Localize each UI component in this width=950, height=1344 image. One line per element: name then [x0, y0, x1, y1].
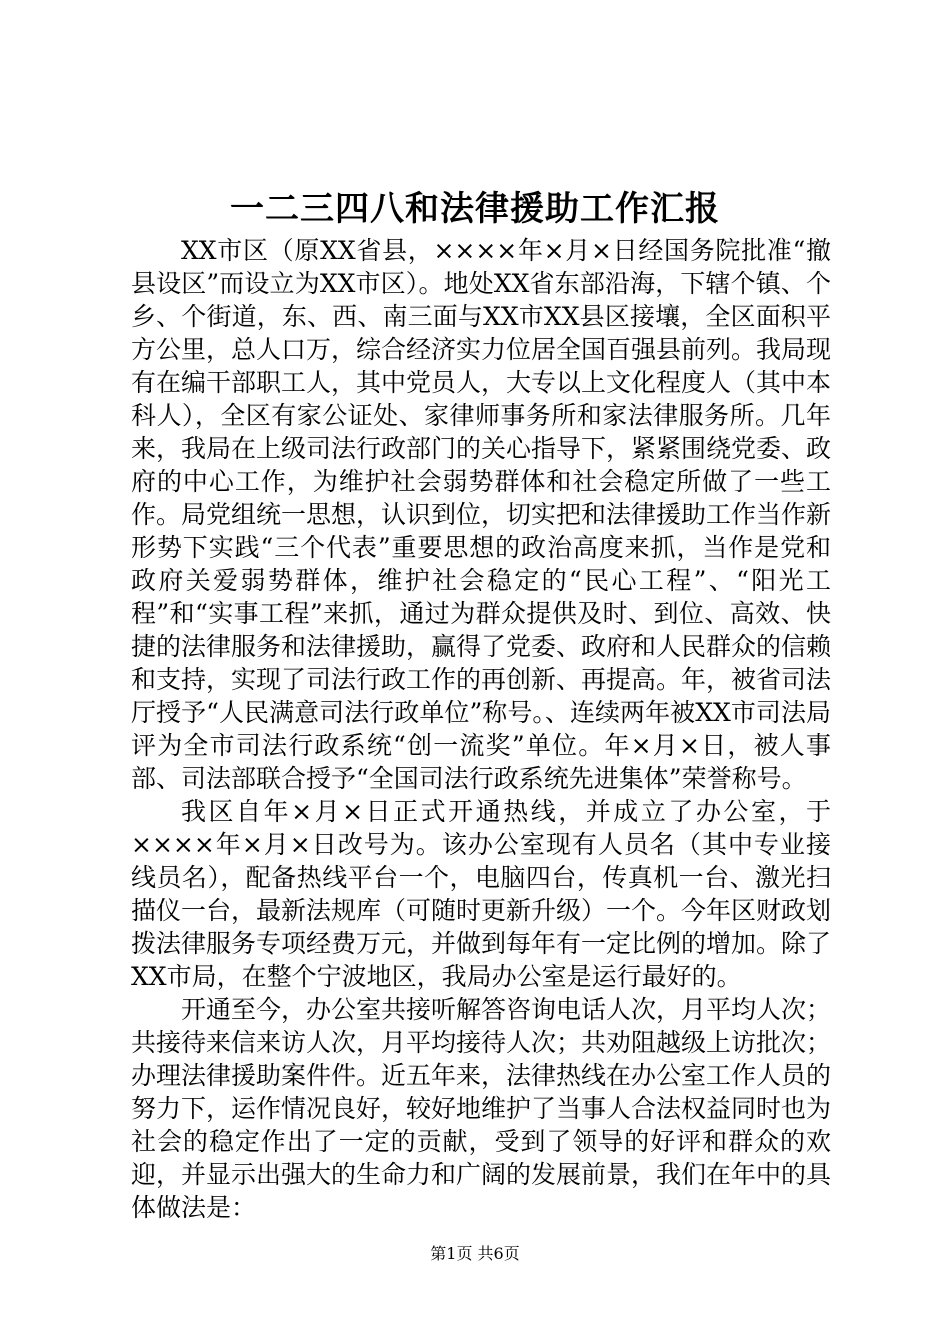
paragraph-1: XX市区（原XX省县，××××年×月×日经国务院批准“撤县设区”而设立为XX市区）。地处XX省东部沿海，下辖个镇、个乡、个街道，东、西、南三面与XX市XX县区接壤，全区面积平方公里，总人口万，综合经济实力位居全国百强县前列。我局现有在编干部职工人，其中党员人，大专以上文化程度人（其中本科人），全区有家公证处、家律师事务所和家法律服务所。几年来，我局在上级司法行政部门的关心指导下，紧紧围绕党委、政府的中心工作，为维护社会弱势群体和社会稳定所做了一些工作。局党组统一思想，认识到位，切实把和法律援助工作当作新形势下实践“三个代表”重要思想的政治高度来抓，当作是党和政府关爱弱势群体，维护社会稳定的“民心工程”、“阳光工程”和“实事工程”来抓，通过为群众提供及时、到位、高效、快捷的法律服务和法律援助，赢得了党委、政府和人民群众的信赖和支持，实现了司法行政工作的再创新、再提高。年，被省司法厅授予“人民满意司法行政单位”称号。、连续两年被XX市司法局评为全市司法行政系统“创一流奖”单位。年×月×日，被人事部、司法部联合授予“全国司法行政系统先进集体”荣誉称号。	[131, 236, 832, 793]
document-title: 一二三四八和法律援助工作汇报	[230, 189, 720, 229]
paragraph-2: 我区自年×月×日正式开通热线，并成立了办公室，于××××年×月×日改号为。该办公室现有人员名（其中专业接线员名），配备热线平台一个，电脑四台，传真机一台、激光扫描仪一台，最新法规库（可随时更新升级）一个。今年区财政划拨法律服务专项经费万元，并做到每年有一定比例的增加。除了XX市局，在整个宁波地区，我局办公室是运行最好的。	[131, 797, 832, 991]
paragraph-3: 开通至今，办公室共接听解答咨询电话人次，月平均人次；共接待来信来访人次，月平均接待人次；共劝阻越级上访批次；办理法律援助案件件。近五年来，法律热线在办公室工作人员的努力下，运作情况良好，较好地维护了当事人合法权益同时也为社会的稳定作出了一定的贡献，受到了领导的好评和群众的欢迎，并显示出强大的生命力和广阔的发展前景，我们在年中的具体做法是：	[131, 995, 832, 1222]
document-body	[131, 234, 831, 1224]
page-number-footer: 第1页 共6页	[430, 1244, 520, 1263]
